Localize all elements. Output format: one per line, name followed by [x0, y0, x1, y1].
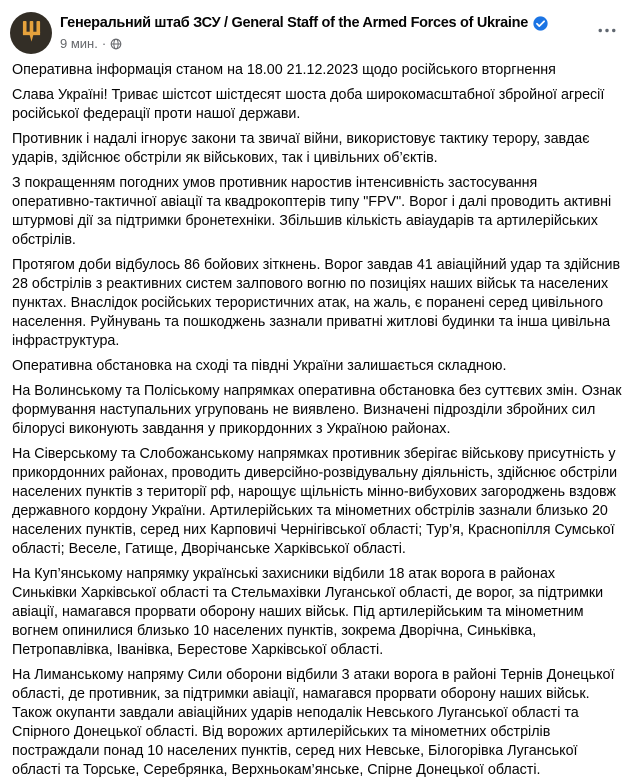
post-meta [60, 36, 590, 51]
post-paragraph: На Волинському та Поліському напрямках оперативна обстановка без суттєвих змін. Ознак формування наступальних угруповань не виявлено. Визначені підрозділи збройних сил білорусі виконують завдання у прикордонних з Україною районах. [12, 383, 622, 437]
post-paragraph: Протягом доби відбулось 86 бойових зіткнень. Ворог завдав 41 авіаційний удар та здійснив 28 обстрілів з реактивних систем залпового вогню по позиціях наших військ та населених пунктах. Внаслідок російських терористичних атак, на жаль, є поранені серед цивільного населення. Руйнувань та пошкоджень зазнали приватні житлові будинки та інша цивільна інфраструктура. [12, 257, 621, 349]
post-paragraph: Оперативна обстановка на сході та півдні України залишається складною. [12, 358, 507, 374]
page-avatar[interactable] [10, 12, 52, 54]
post-paragraph: З покращенням погодних умов противник наростив інтенсивність застосування оперативно-тактичної авіації та квадрокоптерів типу "FPV". Ворог і далі проводить активні штурмові дії за підтримки бронетехніки. Збільшив кількість авіаударів та артилерійських обстрілів. [12, 175, 612, 248]
trident-icon [22, 21, 41, 45]
post-paragraph: На Лиманському напряму Сили оборони відбили 3 атаки ворога в районі Тернів Донецької області, де противник, за підтримки авіації, намагався прорвати оборону наших військ. Також окупанти завдали авіаційних ударів неподалік Невського Луганської області та Спірного Донецької області. Від ворожих артилерійських та мінометних обстрілів постраждали понад 10 населених пунктів, серед них Невське, Білогорівка Луганської області та Торське, Серебрянка, Верхньокам’янське, Спірне Донецької області. [12, 667, 615, 778]
verified-badge-icon [533, 16, 548, 31]
post-menu-button[interactable] [590, 20, 620, 37]
post-body [0, 54, 634, 780]
post-paragraph: На Сіверському та Слобожанському напрямках противник зберігає військову присутність у прикордонних районах, проводить диверсійно-розвідувальну діяльність, здійснює обстріли населених пунктів з території рф, нарощує щільність мінно-вибухових загороджень вздовж державного кордону України. Артилерійських та мінометних обстрілів зазнали близько 20 населених пунктів, серед них Карповичі Чернігівської області; Тур’я, Краснопілля Сумської області; Веселе, Гатище, Дворічанське Харківської області. [12, 446, 618, 557]
post-paragraph: Противник і надалі ігнорує закони та звичаї війни, використовує тактику терору, завдає ударів, здійснює обстріли як військових, так і цивільних об’єктів. [12, 131, 590, 166]
post-paragraph: Оперативна інформація станом на 18.00 21.12.2023 щодо російського вторгнення [12, 62, 556, 78]
post-header-text [60, 12, 590, 51]
post-header [0, 10, 634, 54]
dot-separator: · [101, 36, 107, 51]
page-name-link[interactable]: Генеральний штаб ЗСУ / General Staff of the Armed Forces of Ukraine [60, 15, 528, 31]
title-row [60, 14, 590, 32]
ellipsis-icon [598, 28, 616, 33]
post-paragraph: Слава Україні! Триває шістсот шістдесят шоста доба широкомасштабної збройної агресії російської федерації проти нашої держави. [12, 87, 605, 122]
globe-icon [110, 38, 122, 50]
post-paragraph: На Куп’янському напрямку українські захисники відбили 18 атак ворога в районах Синьківки Харківської області та Стельмахівки Луганської області, де ворог, за підтримки авіації, намагався прорвати оборону наших військ. Під артилерійським та мінометним вогнем опинилися близько 10 населених пунктів, зокрема Дворічна, Синьківка, Петропавлівка, Іванівка, Берестове Харківської області. [12, 566, 604, 658]
timestamp-link[interactable]: 9 мин. [60, 36, 98, 51]
